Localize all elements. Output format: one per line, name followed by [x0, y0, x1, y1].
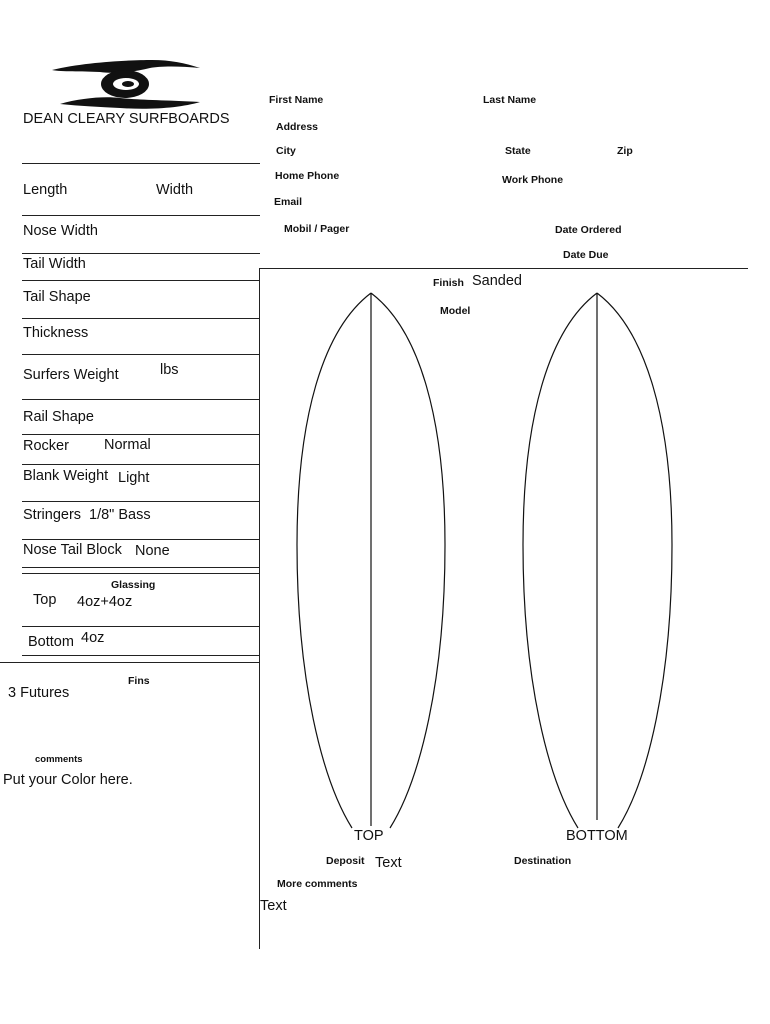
deposit-value: Text	[375, 855, 402, 871]
weight-unit: lbs	[160, 362, 179, 378]
divider	[22, 163, 260, 164]
first-name-label: First Name	[269, 94, 324, 106]
state-label: State	[505, 145, 531, 157]
divider	[22, 215, 260, 216]
comments-heading: comments	[35, 754, 83, 765]
home-phone-label: Home Phone	[275, 170, 340, 182]
model-label: Model	[440, 305, 471, 317]
divider	[22, 567, 260, 568]
divider	[22, 318, 260, 319]
work-phone-label: Work Phone	[502, 174, 564, 186]
glassing-bottom-label: Bottom	[28, 634, 74, 650]
thickness-label: Thickness	[23, 325, 89, 341]
blank-weight-label: Blank Weight	[23, 468, 109, 484]
nose-tail-block-value: None	[135, 543, 170, 559]
glassing-top-label: Top	[33, 592, 57, 608]
tail-width-label: Tail Width	[23, 256, 86, 272]
column-divider	[259, 268, 260, 949]
date-ordered-label: Date Ordered	[555, 224, 622, 236]
surfers-weight-label: Surfers Weight	[23, 367, 119, 383]
last-name-label: Last Name	[483, 94, 537, 106]
divider	[22, 434, 260, 435]
date-due-label: Date Due	[563, 249, 609, 261]
stringers-label: Stringers	[23, 507, 82, 523]
mobile-label: Mobil / Pager	[284, 223, 350, 235]
divider	[22, 501, 260, 502]
city-label: City	[276, 145, 296, 157]
divider	[22, 573, 260, 574]
board-bottom-outline	[523, 293, 672, 828]
more-comments-value: Text	[260, 898, 287, 914]
email-label: Email	[274, 196, 303, 208]
divider	[22, 253, 260, 254]
destination-label: Destination	[514, 855, 572, 867]
finish-value: Sanded	[472, 273, 522, 289]
divider	[22, 399, 260, 400]
zip-label: Zip	[617, 145, 633, 157]
top-caption: TOP	[354, 828, 384, 844]
board-top-outline	[297, 293, 445, 828]
glassing-heading: Glassing	[111, 579, 156, 591]
glassing-bottom-value: 4oz	[81, 630, 105, 646]
rocker-value: Normal	[104, 437, 151, 453]
deposit-label: Deposit	[326, 855, 365, 867]
more-comments-label: More comments	[277, 878, 358, 890]
divider	[22, 626, 260, 627]
divider	[22, 539, 260, 540]
blank-weight-value: Light	[118, 470, 150, 486]
divider	[22, 464, 260, 465]
comments-value: Put your Color here.	[3, 772, 133, 788]
width-label: Width	[156, 182, 194, 198]
address-label: Address	[276, 121, 319, 133]
stringers-value: 1/8" Bass	[89, 507, 151, 523]
glassing-top-value: 4oz+4oz	[77, 594, 133, 610]
divider	[22, 655, 260, 656]
nose-tail-block-label: Nose Tail Block	[23, 542, 122, 558]
divider	[22, 280, 260, 281]
header-divider	[260, 268, 748, 269]
brand-name: DEAN CLEARY SURFBOARDS	[23, 111, 230, 127]
rail-shape-label: Rail Shape	[23, 409, 94, 425]
nose-width-label: Nose Width	[23, 223, 98, 239]
tail-shape-label: Tail Shape	[23, 289, 91, 305]
divider	[0, 662, 260, 663]
length-label: Length	[23, 182, 68, 198]
fins-value: 3 Futures	[8, 685, 70, 701]
bottom-caption: BOTTOM	[566, 828, 628, 844]
rocker-label: Rocker	[23, 438, 69, 454]
finish-label: Finish	[433, 277, 464, 289]
divider	[22, 354, 260, 355]
fins-heading: Fins	[128, 675, 150, 687]
